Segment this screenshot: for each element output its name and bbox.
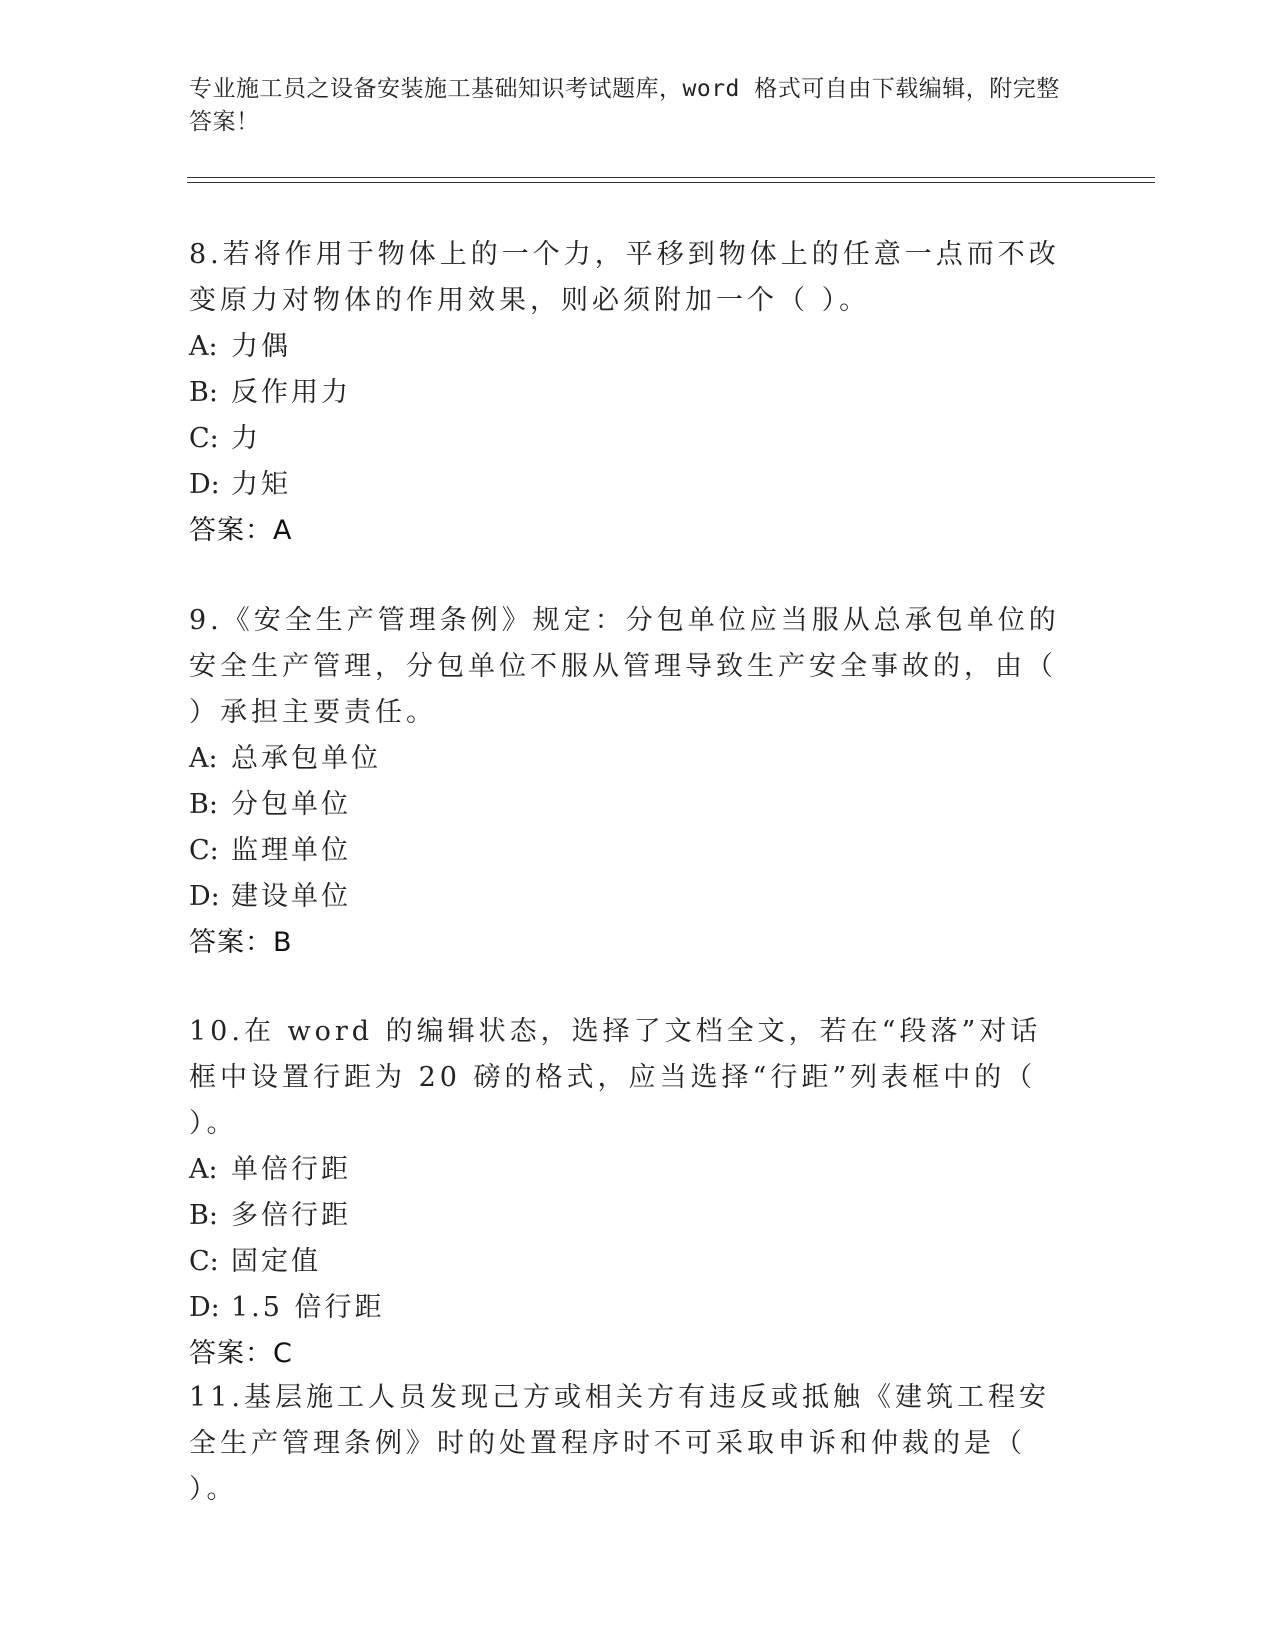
option-key: B: — [189, 789, 218, 820]
question-9 — [189, 598, 1069, 966]
option-d — [189, 1285, 1069, 1331]
option-text: 多倍行距 — [231, 1200, 351, 1231]
option-d — [189, 462, 1069, 508]
question-stem: 8.若将作用于物体上的一个力，平移到物体上的任意一点而不改变原力对物体的作用效果，则必须附加一个（ ）。 — [189, 239, 1060, 316]
option-b — [189, 1193, 1069, 1239]
option-key: A: — [189, 743, 218, 774]
option-key: C: — [189, 1246, 219, 1277]
option-key: D: — [189, 881, 220, 912]
option-text: 力偶 — [231, 331, 291, 362]
option-key: B: — [189, 377, 218, 408]
document-header: 专业施工员之设备安装施工基础知识考试题库，word 格式可自由下载编辑，附完整答案！ — [189, 76, 1060, 135]
option-text: 力矩 — [231, 469, 291, 500]
option-key: D: — [189, 469, 220, 500]
option-a — [189, 324, 1069, 370]
option-text: 分包单位 — [231, 789, 351, 820]
option-text: 单倍行距 — [231, 1154, 351, 1185]
option-key: C: — [189, 835, 219, 866]
question-stem: 11.基层施工人员发现己方或相关方有违反或抵触《建筑工程安全生产管理条例》时的处置程序时不可采取申诉和仲裁的是（ ）。 — [189, 1382, 1050, 1505]
question-8 — [189, 232, 1069, 554]
question-stem: 10.在 word 的编辑状态，选择了文档全文，若在“段落”对话框中设置行距为 20 磅的格式，应当选择“行距”列表框中的（ ）。 — [189, 1016, 1042, 1139]
option-text: 力 — [231, 423, 261, 454]
option-text: 反作用力 — [231, 377, 351, 408]
option-key: B: — [189, 1200, 218, 1231]
question-11 — [189, 1375, 1069, 1513]
option-text: 监理单位 — [231, 835, 351, 866]
option-c — [189, 1239, 1069, 1285]
option-key: A: — [189, 1154, 218, 1185]
option-c — [189, 828, 1069, 874]
option-d — [189, 874, 1069, 920]
option-c — [189, 416, 1069, 462]
option-key: D: — [189, 1292, 220, 1323]
option-b — [189, 782, 1069, 828]
question-10 — [189, 1009, 1069, 1377]
option-text: 总承包单位 — [231, 743, 381, 774]
header-divider-bottom — [187, 182, 1155, 183]
option-text: 固定值 — [231, 1246, 321, 1277]
option-a — [189, 1147, 1069, 1193]
option-text: 建设单位 — [231, 881, 351, 912]
option-text: 1.5 倍行距 — [231, 1292, 385, 1323]
answer-line: 答案：C — [189, 1338, 293, 1369]
answer-line: 答案：B — [189, 927, 293, 958]
question-stem: 9.《安全生产管理条例》规定：分包单位应当服从总承包单位的安全生产管理，分包单位不服从管理导致生产安全事故的，由（ ）承担主要责任。 — [189, 605, 1060, 728]
option-b — [189, 370, 1069, 416]
option-a — [189, 736, 1069, 782]
header-divider-top — [187, 177, 1155, 178]
answer-line: 答案：A — [189, 515, 293, 546]
option-key: A: — [189, 331, 218, 362]
option-key: C: — [189, 423, 219, 454]
